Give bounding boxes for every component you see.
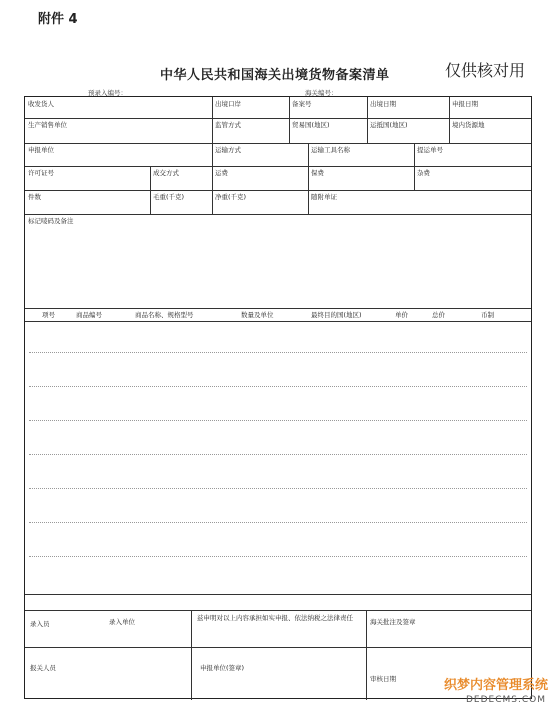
producer-label: 生产销售单位 bbox=[28, 121, 67, 129]
goods-header-unit-price: 单价 bbox=[395, 311, 408, 319]
review-date-label: 审核日期 bbox=[370, 675, 396, 683]
domestic-source-label: 境内货源地 bbox=[452, 121, 485, 129]
form-title: 中华人民共和国海关出境货物备案清单 bbox=[160, 68, 390, 83]
marks-remarks-label: 标记唛码及备注 bbox=[28, 217, 74, 225]
misc-fee-label: 杂费 bbox=[417, 169, 430, 177]
exit-date-label: 出境日期 bbox=[370, 100, 396, 108]
freight-label: 运费 bbox=[215, 169, 228, 177]
record-number-label: 备案号 bbox=[292, 100, 312, 108]
declare-unit-sign-label: 申报单位(签章) bbox=[200, 664, 245, 672]
deal-mode-label: 成交方式 bbox=[153, 169, 179, 177]
goods-header-quantity-unit: 数量及单位 bbox=[241, 311, 274, 319]
exit-port-label: 出境口岸 bbox=[215, 100, 241, 108]
destination-country-label: 运抵国(地区) bbox=[370, 121, 408, 129]
declaration-statement: 兹申明对以上内容承担如实申报、依法纳税之法律责任 bbox=[197, 614, 353, 622]
watermark-line1: 织梦内容管理系统 bbox=[443, 678, 548, 693]
goods-header-destination: 最终目的国(地区) bbox=[311, 311, 362, 319]
declare-date-label: 申报日期 bbox=[452, 100, 478, 108]
declaration-form bbox=[24, 96, 532, 699]
goods-header-code: 商品编号 bbox=[76, 311, 102, 319]
pre-entry-number-label: 预录入编号： bbox=[88, 89, 127, 97]
broker-label: 报关人员 bbox=[30, 664, 56, 672]
vehicle-name-label: 运输工具名称 bbox=[311, 146, 350, 154]
transport-mode-label: 运输方式 bbox=[215, 146, 241, 154]
bill-number-label: 提运单号 bbox=[417, 146, 443, 154]
pieces-label: 件数 bbox=[28, 193, 41, 201]
supervision-label: 监管方式 bbox=[215, 121, 241, 129]
goods-header-name-spec: 商品名称、规格型号 bbox=[135, 311, 194, 319]
entry-unit-label: 录入单位 bbox=[109, 618, 135, 626]
shipper-label: 收发货人 bbox=[28, 100, 54, 108]
trade-country-label: 贸易国(地区) bbox=[292, 121, 330, 129]
insurance-label: 保费 bbox=[311, 169, 324, 177]
gross-weight-label: 毛重(千克) bbox=[153, 193, 185, 201]
customs-number-label: 海关编号： bbox=[305, 89, 338, 97]
goods-header-item-no: 项号 bbox=[42, 311, 55, 319]
reference-only-stamp: 仅供核对用 bbox=[445, 61, 526, 80]
net-weight-label: 净重(千克) bbox=[215, 193, 247, 201]
declarant-unit-label: 申报单位 bbox=[28, 146, 54, 154]
license-number-label: 许可证号 bbox=[28, 169, 54, 177]
goods-header-total-price: 总价 bbox=[432, 311, 445, 319]
attached-docs-label: 随附单证 bbox=[311, 193, 337, 201]
goods-header-currency: 币制 bbox=[481, 311, 494, 319]
entry-clerk-label: 录入员 bbox=[30, 620, 50, 628]
attachment-label: 附件 4 bbox=[38, 12, 78, 27]
customs-approval-label: 海关批注及签章 bbox=[370, 618, 416, 626]
watermark-line2: DEDECMS.COM bbox=[466, 695, 546, 705]
